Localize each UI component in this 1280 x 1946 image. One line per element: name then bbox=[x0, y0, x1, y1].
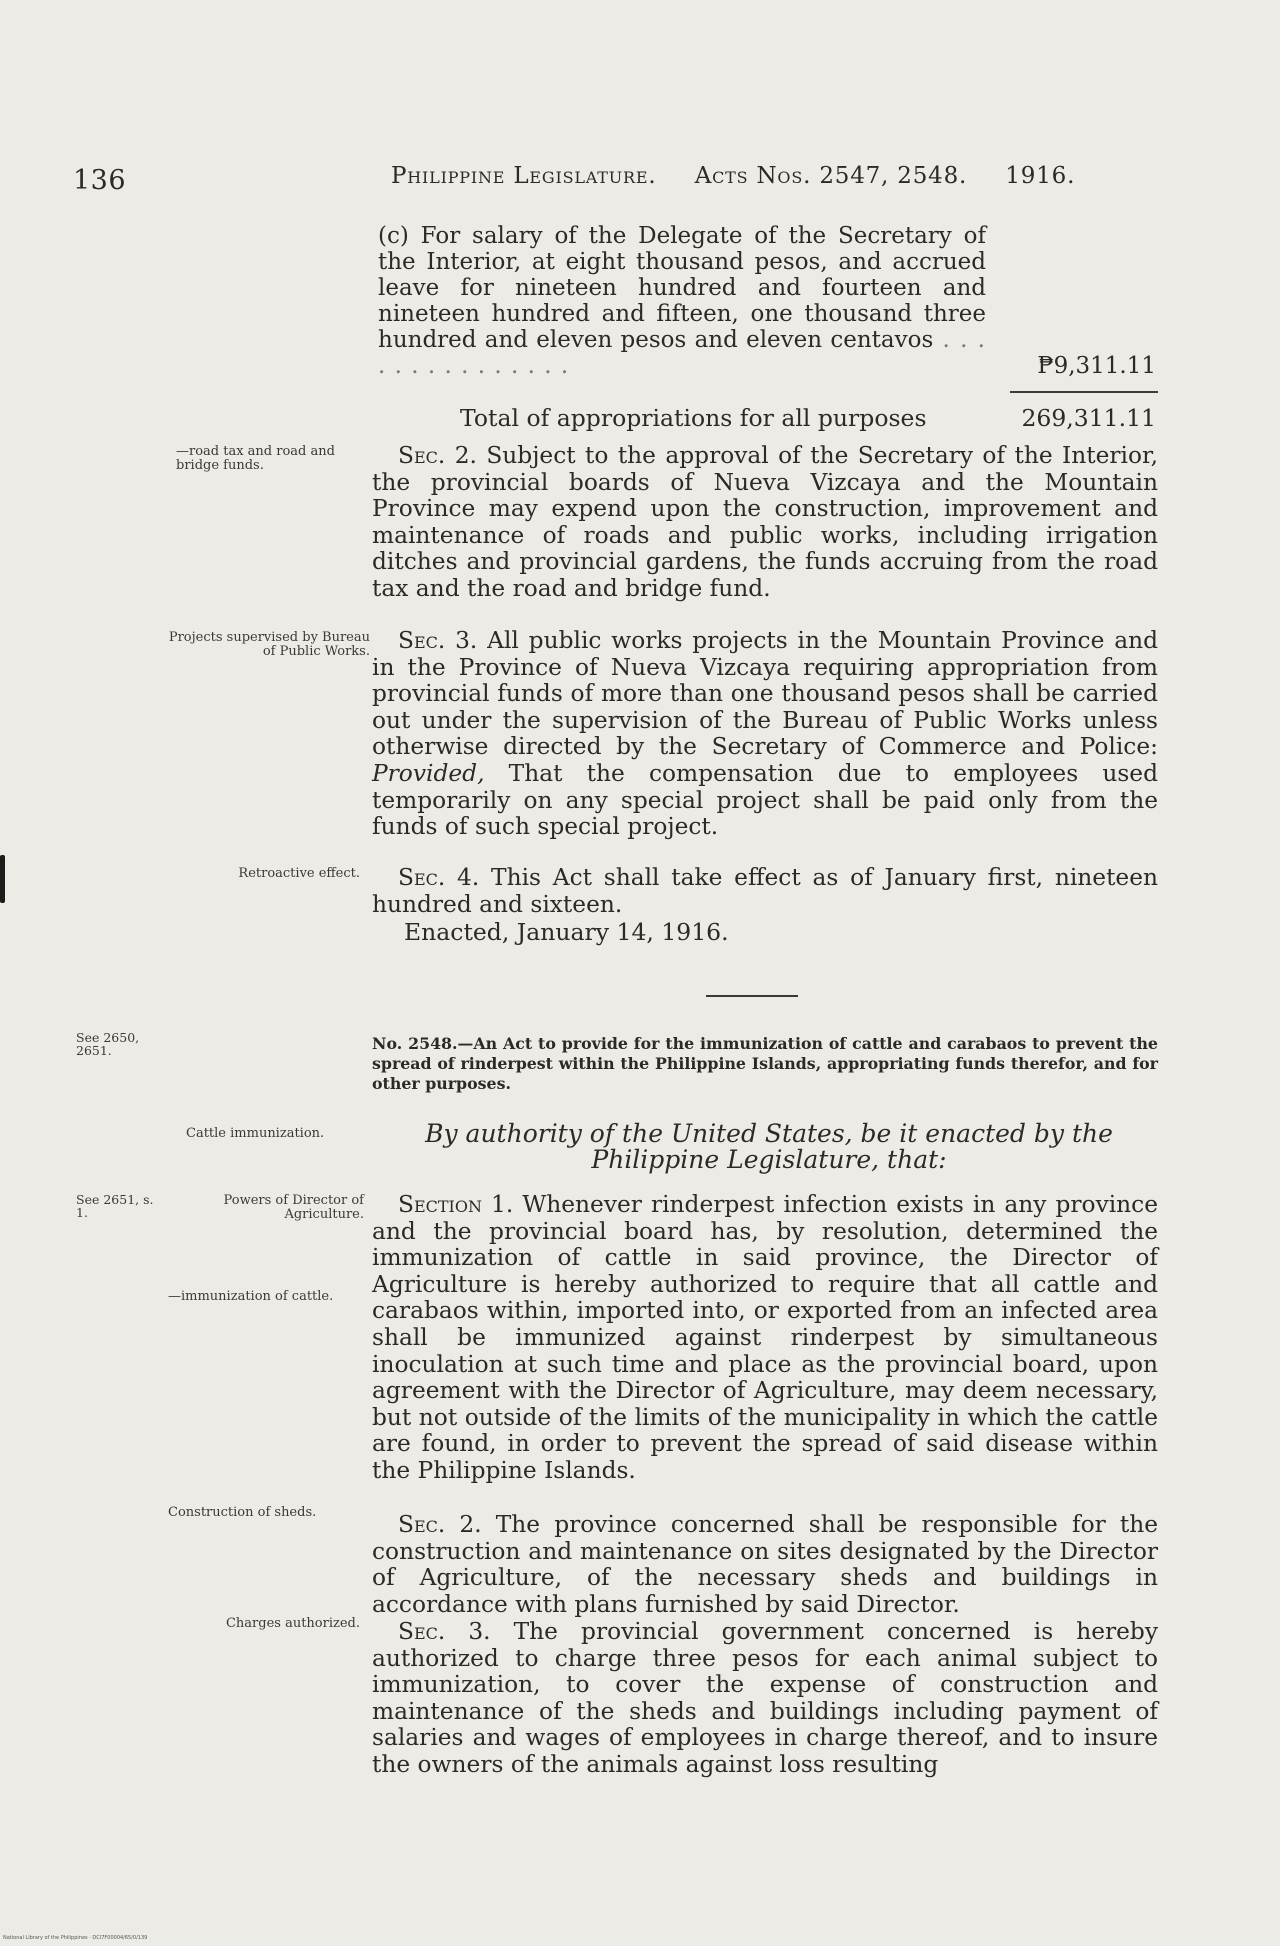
margin-note-road-tax: —road tax and road and bridge funds. bbox=[176, 444, 335, 473]
act-2548-section-1-text: Whenever rinderpest infection exists in any province and the provincial board has, by resolution, determined the immunization of cattle in said province, the Director of Agriculture is hereby authorized to require that all cattle and carabaos within, imported into, or exported from an infected area shall be immunized against rinderpest by simultaneous inoculation at such time and place as the provincial board, upon agreement with the Director of Agriculture, may deem necessary, but not outside of the limits of the municipality in which the cattle are found, in order to prevent the spread of said disease within the Philippine Islands. bbox=[372, 1191, 1159, 1484]
margin-note-construction: Construction of sheds. bbox=[168, 1505, 317, 1520]
act-2548-title bbox=[372, 1034, 1158, 1094]
act-2548-section-2 bbox=[372, 1512, 1158, 1618]
margin-note-retroactive: Retroactive effect. bbox=[238, 866, 360, 881]
section-4 bbox=[372, 865, 1158, 918]
section-2 bbox=[372, 443, 1158, 603]
act-2548-section-3-text: The provincial government concerned is hereby authorized to charge three pesos for each animal subject to immunization, to cover the expense of construction and maintenance of the sheds and buildings including payment of salaries and wages of employees in charge thereof, and to insure the owners of the animals against loss resulting bbox=[372, 1618, 1158, 1778]
section-2-text: Subject to the approval of the Secretary of the Interior, the provincial boards of Nueva Vizcaya and the Mountain Province may expend upon the construction, improvement and maintenance of roads and public works, including irrigation ditches and provincial gardens, the funds accruing from the road tax and the road and bridge fund. bbox=[372, 442, 1158, 602]
item-c-text: (c) For salary of the Delegate of the Secretary of the Interior, at eight thousand pesos, and accrued leave for nineteen hundred and fourteen and nineteen hundred and fifteen, one thousand three hundred and eleven pesos and eleven centavos bbox=[378, 223, 986, 353]
running-head-acts: Acts Nos. 2547, 2548. bbox=[694, 163, 968, 189]
running-head-title: Philippine Legislature. bbox=[391, 163, 657, 189]
page-number: 136 bbox=[73, 165, 127, 196]
act-2548-section-1 bbox=[372, 1192, 1158, 1485]
total-label: Total of appropriations for all purposes bbox=[460, 404, 927, 432]
enacting-clause bbox=[380, 1121, 1158, 1173]
section-3-text-after: That the compensation due to employees used temporarily on any special project shall be paid only from the funds of such special project. bbox=[372, 759, 1158, 841]
act-2548-description: —An Act to provide for the immunization of cattle and carabaos to prevent the spread of rinderpest within the Philippine Islands, appropriating funds therefor, and for other purposes. bbox=[372, 1034, 1158, 1093]
margin-note-cattle-immunization: Cattle immunization. bbox=[186, 1126, 325, 1141]
section-2-head: Sec. 2. bbox=[398, 442, 477, 469]
enacting-clause-line-1: By authority of the United States, be it enacted by the bbox=[425, 1119, 1113, 1148]
appropriation-item-c bbox=[378, 223, 986, 379]
section-3-head: Sec. 3. bbox=[398, 627, 478, 654]
scan-edge-mark bbox=[0, 855, 5, 903]
section-3 bbox=[372, 628, 1158, 841]
margin-note-powers: Powers of Director of Agriculture. bbox=[223, 1193, 364, 1222]
running-head-year: 1916. bbox=[1005, 163, 1076, 189]
total-rule bbox=[1010, 391, 1158, 393]
running-head bbox=[391, 163, 1153, 189]
section-3-provided: Provided, bbox=[372, 759, 485, 787]
cross-reference-2650: See 2650, 2651. bbox=[76, 1030, 140, 1058]
act-2548-section-2-head: Sec. 2. bbox=[398, 1511, 482, 1538]
act-2548-section-2-text: The province concerned shall be responsible for the construction and maintenance on sites designated by the Director of Agriculture, of the necessary sheds and buildings in accordance with plans furnished by said Director. bbox=[372, 1511, 1159, 1618]
enacting-clause-line-2: Philippine Legislature, that: bbox=[591, 1145, 947, 1174]
cross-reference-2651: See 2651, s. 1. bbox=[76, 1192, 154, 1220]
enacted-date: Enacted, January 14, 1916. bbox=[404, 918, 729, 946]
margin-note-charges: Charges authorized. bbox=[225, 1616, 360, 1631]
section-4-head: Sec. 4. bbox=[398, 864, 480, 891]
act-2548-section-1-head: Section 1. bbox=[398, 1191, 514, 1218]
margin-note-projects: Projects supervised by Bureau of Public Works. bbox=[168, 630, 370, 659]
margin-note-immunization: —immunization of cattle. bbox=[168, 1289, 334, 1304]
leader-dots: . . . . . . . . . . . . . . . bbox=[378, 327, 986, 379]
act-2548-section-3 bbox=[372, 1619, 1158, 1779]
section-3-text: All public works projects in the Mountain Province and in the Province of Nueva Vizcaya requiring appropriation from provincial funds of more than one thousand pesos shall be carried out under the supervision of the Bureau of Public Works unless otherwise directed by the Secretary of Commerce and Police: bbox=[372, 627, 1159, 761]
section-4-text: This Act shall take effect as of January first, nineteen hundred and sixteen. bbox=[372, 864, 1159, 918]
total-amount: 269,311.11 bbox=[1021, 404, 1156, 432]
act-2548-section-3-head: Sec. 3. bbox=[398, 1618, 491, 1645]
act-2548-number: No. 2548. bbox=[372, 1034, 458, 1053]
scan-footer: National Library of the Philippines · DCI7F00004/65/0/139 bbox=[3, 1935, 148, 1941]
item-c-amount: ₱9,311.11 bbox=[1037, 353, 1156, 379]
separator-rule bbox=[706, 995, 798, 997]
